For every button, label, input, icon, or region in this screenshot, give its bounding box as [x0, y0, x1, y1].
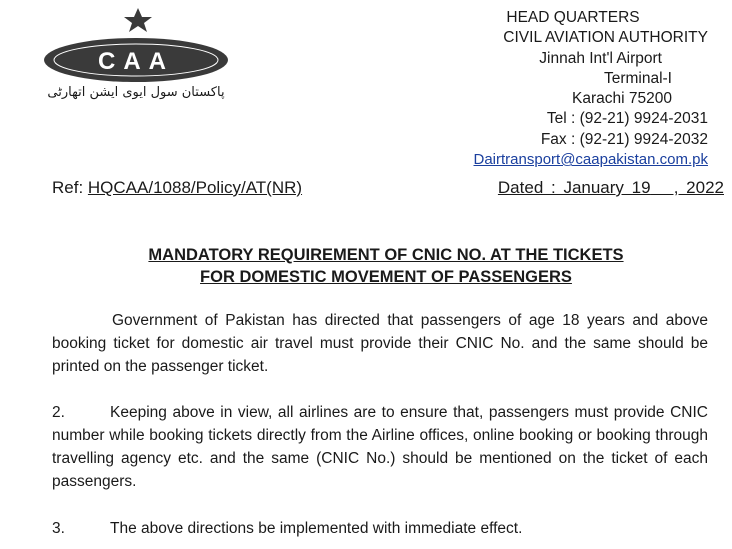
address-line-org: CIVIL AVIATION AUTHORITY	[503, 29, 708, 47]
reference-row	[52, 178, 724, 198]
date-label: Dated : January 19	[497, 178, 651, 197]
address-line-city: Karachi 75200	[572, 90, 672, 108]
email-link[interactable]: Dairtransport@caapakistan.com.pk	[473, 151, 708, 169]
logo-text: CAA	[98, 48, 174, 75]
star-icon	[124, 8, 152, 32]
paragraph-3-number: 3.	[52, 520, 65, 537]
address-line-tel: Tel : (92-21) 9924-2031	[546, 110, 708, 128]
logo-urdu-text: پاکستان سول ایوی ایشن اتھارٹی	[47, 85, 225, 100]
subject-line-2: FOR DOMESTIC MOVEMENT OF PASSENGERS	[200, 268, 572, 286]
address-line-hq: HEAD QUARTERS	[506, 9, 640, 26]
address-line-terminal: Terminal-I	[603, 69, 672, 87]
paragraph-1: Government of Pakistan has directed that passengers of age 18 years and above booking ticket for domestic air travel must provide their CNIC No. and the same should be printed on the passenger ticket.	[52, 312, 708, 375]
ref-label: Ref:	[52, 178, 88, 197]
paragraph-2-number: 2.	[52, 404, 65, 421]
address-block	[378, 8, 708, 170]
caa-logo	[40, 6, 236, 102]
date	[498, 178, 724, 198]
subject-heading	[60, 244, 712, 288]
address-line-airport: Jinnah Int'l Airport	[539, 49, 662, 67]
paragraph-2-text: Keeping above in view, all airlines are to ensure that, passengers must provide CNIC number while booking tickets directly from the Airline offices, online booking or booking through travelling agency etc. and the same (CNIC No.) should be mentioned on the ticket of each passengers.	[52, 404, 708, 490]
ref-number: HQCAA/1088/Policy/AT(NR)	[87, 178, 303, 197]
paragraph-3-text: The above directions be implemented with immediate effect.	[110, 520, 523, 537]
paragraph-2	[52, 401, 708, 493]
paragraph-3	[52, 517, 708, 540]
caa-emblem-icon	[40, 6, 236, 102]
reference	[52, 178, 302, 198]
address-line-fax: Fax : (92-21) 9924-2032	[540, 130, 708, 148]
date-year: , 2022	[650, 178, 724, 197]
subject-line-1: MANDATORY REQUIREMENT OF CNIC NO. AT THE TICKETS	[148, 246, 624, 264]
